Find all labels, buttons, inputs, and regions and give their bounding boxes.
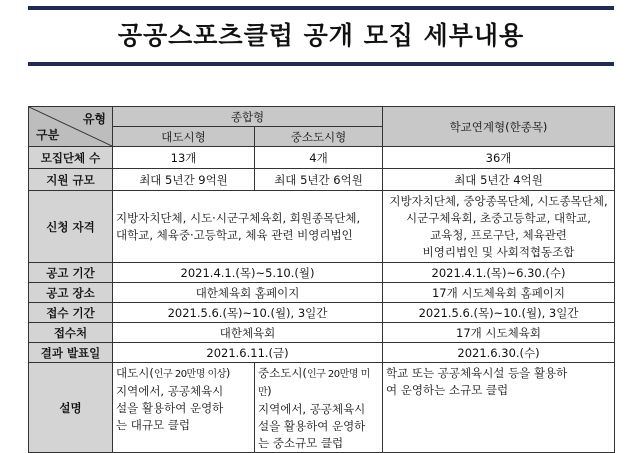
label-announce-date: 결과 발표일 <box>29 343 113 363</box>
page-title: 공공스포츠클럽 공개 모집 세부내용 <box>117 21 525 50</box>
recruit-detail-table <box>28 106 615 453</box>
cell-recruit-large: 13개 <box>113 147 255 169</box>
cell-notice-period-comp: 2021.4.1.(목)~5.10.(월) <box>113 263 383 283</box>
desc-small-population: 인구 20만명 미만 <box>258 369 370 398</box>
desc-large-line: 는 대규모 클럽 <box>116 418 190 432</box>
desc-small-line <box>258 365 379 401</box>
row-announce-date <box>29 343 615 363</box>
desc-large-line: 지역에서, 공공체육시 <box>116 384 224 398</box>
label-receiver: 접수처 <box>29 323 113 343</box>
desc-small-line: 설을 활용하여 운영하 <box>258 419 366 433</box>
label-support-scale: 지원 규모 <box>29 169 113 191</box>
row-apply-period <box>29 303 615 323</box>
cell-support-large: 최대 5년간 9억원 <box>113 169 255 191</box>
label-apply-period: 접수 기간 <box>29 303 113 323</box>
desc-small-pre: 중소도시( <box>258 366 307 380</box>
eligibility-comp-line: 대학교, 체육중·고등학교, 체육 관련 비영리법인 <box>116 227 353 242</box>
row-recruit-count <box>29 147 615 169</box>
eligibility-school-line: 비영리법인 및 사회적협동조합 <box>422 244 575 259</box>
cell-support-school: 최대 5년간 4억원 <box>383 169 615 191</box>
row-notice-place <box>29 283 615 303</box>
label-description: 설명 <box>29 363 113 453</box>
cell-desc-small <box>255 363 383 453</box>
desc-school-line: 학교 또는 공공체육시설 등을 활용하 <box>386 366 568 380</box>
header-small-city: 중소도시형 <box>255 127 383 147</box>
eligibility-comp-line: 지방자치단체, 시도·시군구체육회, 회원종목단체, <box>116 210 361 225</box>
category-label: 구분 <box>36 128 60 142</box>
desc-small-post: ) <box>267 384 272 398</box>
cell-apply-period-school: 2021.5.6.(목)~10.(월), 3일간 <box>383 303 615 323</box>
cell-notice-place-comp: 대한체육회 홈페이지 <box>113 283 383 303</box>
cell-eligibility-comprehensive <box>113 191 383 263</box>
cell-receiver-comp: 대한체육회 <box>113 323 383 343</box>
desc-large-pre: 대도시( <box>116 366 154 380</box>
desc-school-line: 여 운영하는 소규모 클럽 <box>386 383 509 397</box>
desc-large-population: 인구 20만명 이상 <box>153 369 226 380</box>
label-recruit-count: 모집단체 수 <box>29 147 113 169</box>
title-bottom-rule <box>28 62 614 66</box>
cell-receiver-school: 17개 시도체육회 <box>383 323 615 343</box>
desc-large-line: 설을 활용하여 운영하 <box>116 401 224 415</box>
cell-announce-school: 2021.6.30.(수) <box>383 343 615 363</box>
label-notice-period: 공고 기간 <box>29 263 113 283</box>
header-diagonal-cell <box>29 107 113 147</box>
cell-support-small: 최대 5년간 6억원 <box>255 169 383 191</box>
header-comprehensive: 종합형 <box>113 107 383 127</box>
desc-large-post: ) <box>225 366 231 380</box>
header-large-city: 대도시형 <box>113 127 255 147</box>
cell-apply-period-comp: 2021.5.6.(목)~10.(월), 3일간 <box>113 303 383 323</box>
cell-notice-period-school: 2021.4.1.(목)~6.30.(수) <box>383 263 615 283</box>
cell-recruit-school: 36개 <box>383 147 615 169</box>
title-block <box>28 6 614 66</box>
desc-small-line: 는 중소규모 클럽 <box>258 436 344 450</box>
cell-desc-school <box>383 363 615 453</box>
cell-announce-comp: 2021.6.11.(금) <box>113 343 383 363</box>
cell-desc-large <box>113 363 255 453</box>
label-eligibility: 신청 자격 <box>29 191 113 263</box>
cell-recruit-small: 4개 <box>255 147 383 169</box>
desc-large-line <box>116 365 251 383</box>
row-eligibility <box>29 191 615 263</box>
row-support-scale <box>29 169 615 191</box>
eligibility-school-line: 시군구체육회, 초중고등학교, 대학교, <box>406 210 591 225</box>
eligibility-school-line: 지방자치단체, 중앙종목단체, 시도종목단체, <box>389 193 608 208</box>
row-description <box>29 363 615 453</box>
cell-eligibility-school <box>383 191 615 263</box>
cell-notice-place-school: 17개 시도체육회 홈페이지 <box>383 283 615 303</box>
desc-small-line: 지역에서, 공공체육시 <box>258 402 366 416</box>
eligibility-school-line: 교육청, 프로구단, 체육관련 <box>430 227 567 242</box>
label-notice-place: 공고 장소 <box>29 283 113 303</box>
header-school: 학교연계형(한종목) <box>383 107 615 147</box>
row-notice-period <box>29 263 615 283</box>
row-receiver <box>29 323 615 343</box>
type-label: 유형 <box>82 112 106 126</box>
